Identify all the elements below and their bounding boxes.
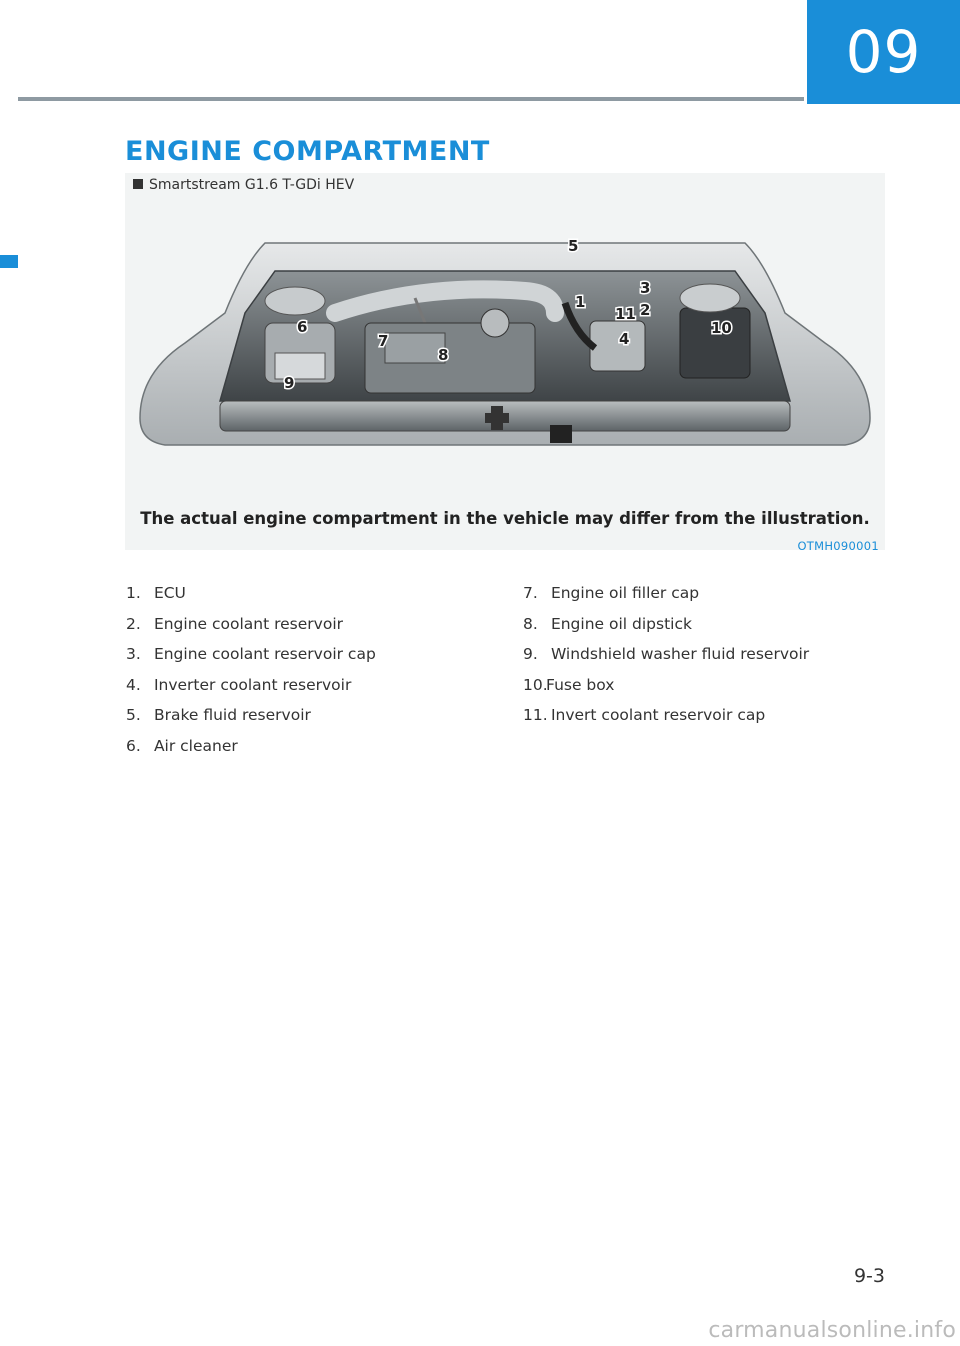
callout-9: 9 — [284, 374, 295, 392]
figure-code: OTMH090001 — [797, 539, 879, 553]
engine-type-text: Smartstream G1.6 T-GDi HEV — [149, 177, 355, 193]
callout-5: 5 — [568, 237, 579, 255]
item-number: 7. — [523, 584, 538, 602]
item-label: Fuse box — [546, 675, 615, 694]
figure-note: The actual engine compartment in the vehicle may differ from the illustration. — [140, 509, 870, 528]
callout-11: 11 — [615, 305, 636, 323]
item-label: ECU — [153, 584, 186, 602]
item-label: Air cleaner — [153, 736, 238, 755]
callout-6: 6 — [297, 318, 308, 336]
item-label: Engine oil filler cap — [550, 584, 700, 602]
callout-4: 4 — [619, 330, 630, 348]
item-label: Engine coolant reservoir — [153, 614, 343, 633]
list-item — [523, 613, 903, 644]
item-number: 6. — [126, 736, 141, 755]
item-label: Engine oil dipstick — [550, 614, 692, 633]
item-number: 8. — [523, 614, 538, 633]
callout-10: 10 — [711, 319, 732, 337]
callout-8: 8 — [438, 346, 449, 364]
callout-2: 2 — [640, 301, 651, 319]
list-item — [126, 674, 486, 705]
bullet-square-icon — [133, 179, 143, 189]
item-label: Engine coolant reservoir cap — [153, 645, 376, 663]
list-item — [126, 735, 486, 766]
list-item — [523, 704, 903, 735]
list-item — [523, 674, 903, 705]
list-item — [126, 643, 486, 674]
list-item — [523, 643, 903, 674]
watermark[interactable]: carmanualsonline.info — [708, 1318, 956, 1343]
list-item — [126, 613, 486, 644]
section-title: ENGINE COMPARTMENT — [125, 136, 490, 167]
item-label: Invert coolant reservoir cap — [550, 706, 766, 724]
item-number: 4. — [126, 675, 141, 694]
side-marker — [0, 255, 18, 268]
engine-illustration — [125, 173, 885, 550]
parts-list-left — [126, 582, 486, 765]
callout-3: 3 — [640, 279, 651, 297]
engine-type-label — [133, 177, 354, 193]
list-item — [126, 582, 486, 613]
item-number: 2. — [126, 614, 141, 633]
item-label: Windshield washer fluid reservoir — [550, 645, 810, 663]
chapter-tab: 09 — [807, 0, 960, 104]
page-number: 9-3 — [853, 1265, 885, 1287]
item-label: Inverter coolant reservoir — [153, 675, 352, 694]
item-number: 1. — [126, 584, 141, 602]
item-number: 10. — [523, 675, 548, 694]
item-label: Brake fluid reservoir — [153, 706, 311, 724]
list-item — [523, 582, 903, 613]
item-number: 3. — [126, 645, 141, 663]
item-number: 11. — [523, 706, 548, 724]
item-number: 9. — [523, 645, 538, 663]
header-rule — [18, 97, 804, 101]
parts-list-right — [523, 582, 903, 735]
list-item — [126, 704, 486, 735]
callout-1: 1 — [575, 293, 586, 311]
callout-7: 7 — [378, 332, 389, 350]
engine-figure — [125, 173, 885, 553]
item-number: 5. — [126, 706, 141, 724]
